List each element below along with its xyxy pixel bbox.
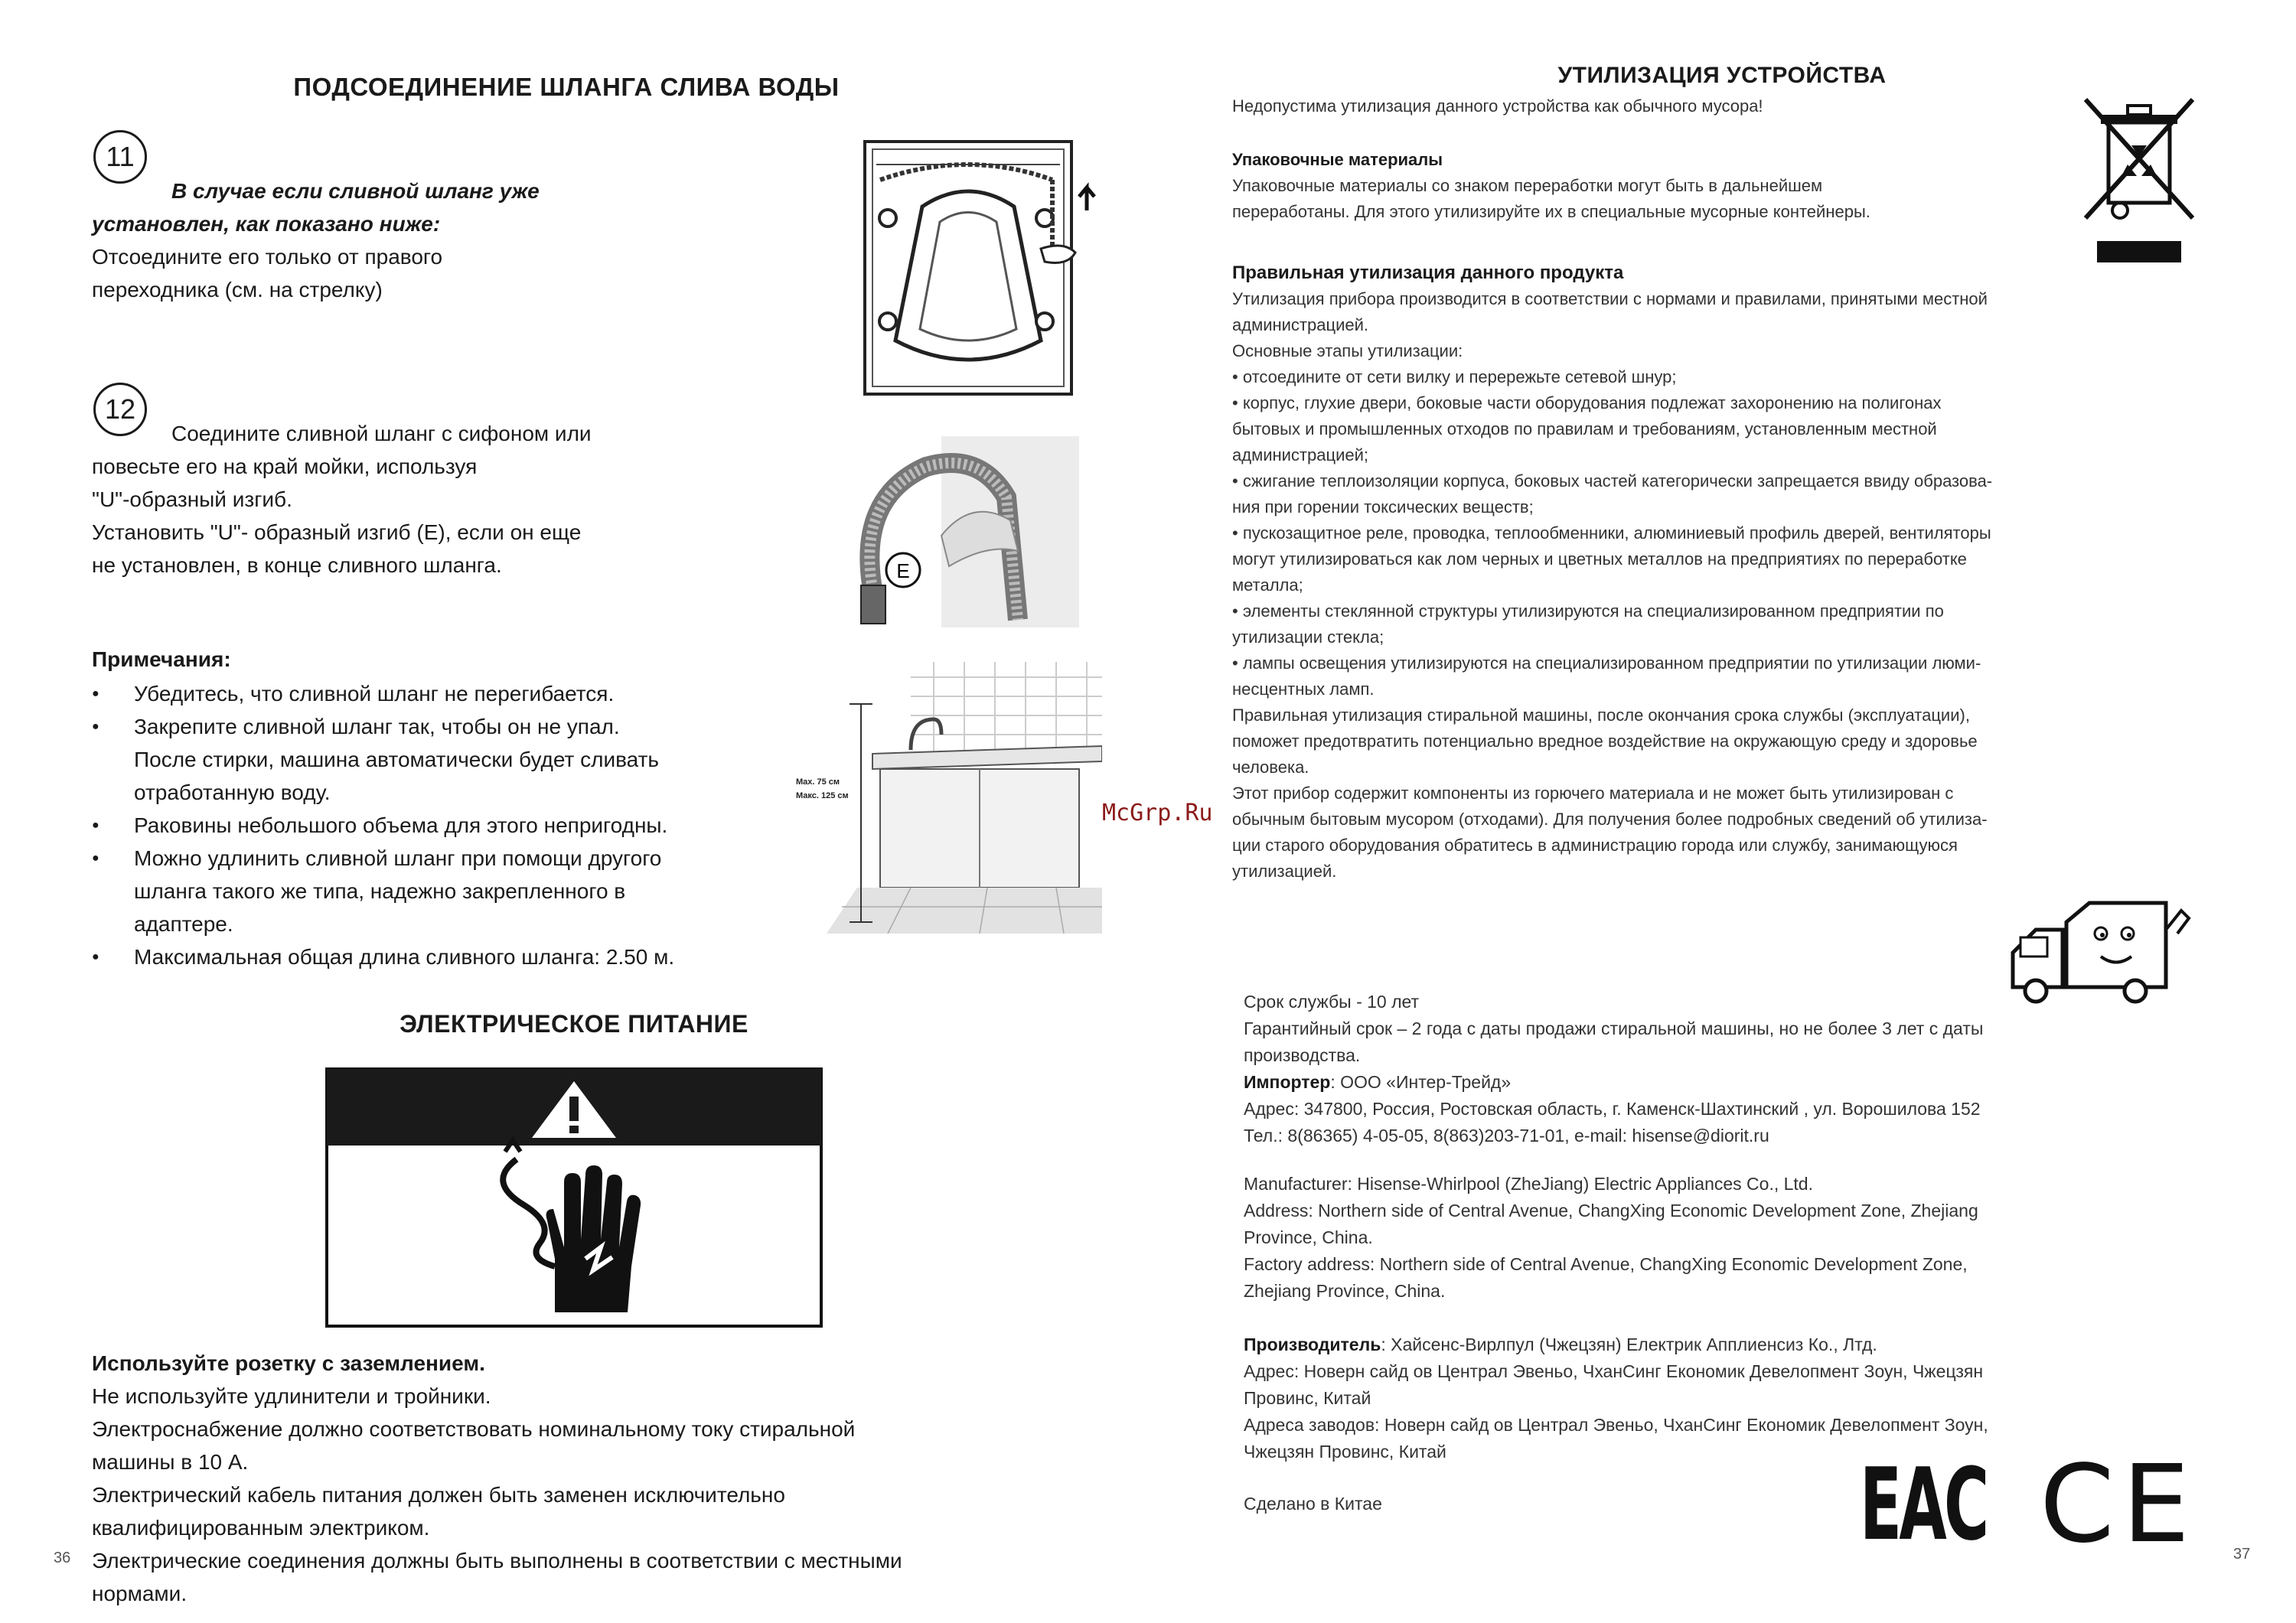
disposal-line: • сжигание теплоизоляции корпуса, боковых частей категорически запрещается ввиду образова- [1232,471,1993,490]
eac-mark: EAC [1860,1446,1987,1563]
sink-height-illustration [796,662,1102,934]
step-11-italic-2: установлен, как показано ниже: [92,212,441,236]
note-item: ● Убедитесь, что сливной шланг не перегибается. [134,677,842,710]
power-line: Не используйте удлинители и тройники. [92,1384,491,1408]
disposal-line: могут утилизироваться как лом черных и цветных металлов на предприятиях по переработке [1232,549,1967,569]
disposal-line: поможет предотвратить потенциально вредное воздействие на окружающую среду и здоровье [1232,732,1978,751]
disposal-line: несцентных ламп. [1232,680,1375,699]
power-line: Электроснабжение должно соответствовать номинальному току стиральной [92,1417,856,1441]
disposal-title: УТИЛИЗАЦИЯ УСТРОЙСТВА [1557,63,1887,88]
power-line: Электрический кабель питания должен быть заменен исключительно [92,1483,785,1507]
made-in: Сделано в Китае [1244,1494,1382,1514]
step-12-line-1: Соедините сливной шланг с сифоном или [171,422,592,445]
warranty-line-2: производства. [1244,1045,1361,1065]
service-info [1244,989,2200,1149]
disposal-line: Правильная утилизация стиральной машины, после окончания срока службы (эксплуатации), [1232,706,1970,725]
manufacturer-en-factory-1: Factory address: Northern side of Central Avenue, ChangXing Economic Development Zone, [1244,1254,1968,1274]
ce-mark: CE [2040,1442,2198,1567]
page-number-right: 37 [2233,1546,2251,1563]
power-text [92,1347,1087,1610]
disposal-line: • отсоедините от сети вилку и перережьте сетевой шнур; [1232,367,1677,386]
producer-factory-2: Чжецзян Провинс, Китай [1244,1442,1446,1462]
note-item: ● Можно удлинить сливной шланг при помощи другого шланга такого же типа, надежно закрепленного в адаптере. [134,842,842,940]
disposal-intro: Недопустима утилизация данного устройства как обычного мусора! [1232,96,1763,116]
drain-section-title: ПОДСОЕДИНЕНИЕ ШЛАНГА СЛИВА ВОДЫ [293,73,840,101]
disposal-line: Утилизация прибора производится в соответствии с нормами и правилами, принятыми местной [1232,289,1988,308]
step-12-text [92,417,781,582]
e-label: E [896,559,910,582]
note-item: ● Закрепите сливной шланг так, чтобы он не упал. После стирки, машина автоматически будет сливать отработанную воду. [134,710,842,809]
step-12-line-3: "U"-образный изгиб. [92,487,292,511]
sink-min-label: Макс. 125 см [796,791,849,800]
disposal-line: • элементы стеклянной структуры утилизируются на специализированном предприятии по [1232,601,1944,621]
disposal-line: ния при горении токсических веществ; [1232,497,1534,517]
service-life: Срок службы - 10 лет [1244,992,1420,1012]
power-line: нормами. [92,1582,188,1605]
producer-line [1244,1331,2200,1358]
producer-factory-1: Адреса заводов: Новерн сайд ов Централ Эвеньо, ЧханСинг Економик Девелопмент Зоун, [1244,1415,1988,1435]
manufacturer-en-address-2: Province, China. [1244,1227,1373,1247]
disposal-line: человека. [1232,758,1309,777]
packaging-title: Упаковочные материалы [1232,150,1443,169]
electric-shock-warning [325,1067,823,1328]
manufacturer-en-factory-2: Zhejiang Province, China. [1244,1281,1446,1301]
disposal-line: обычным бытовым мусором (отходами). Для получения более подробных сведений об утилиза- [1232,810,1988,829]
power-line: машины в 10 А. [92,1450,249,1474]
disposal-line: • пускозащитное реле, проводка, теплообменники, алюминиевый профиль дверей, вентиляторы [1232,523,1991,543]
disposal-line: • корпус, глухие двери, боковые части оборудования подлежат захоронению на полигонах [1232,393,1942,412]
importer-address: Адрес: 347800, Россия, Ростовская область, г. Каменск-Шахтинский , ул. Ворошилова 152 [1244,1099,1981,1119]
notes-list [92,677,842,973]
power-section-title: ЭЛЕКТРИЧЕСКОЕ ПИТАНИЕ [400,1010,748,1038]
disposal-line: • лампы освещения утилизируются на специализированном предприятии по утилизации люми- [1232,653,1981,673]
producer-value: : Хайсенс-Вирлпул (Чжецзян) Електрик Апплиенсиз Ко., Лтд. [1381,1335,1877,1354]
power-line: Электрические соединения должны быть выполнены в соответствии с местными [92,1549,902,1572]
disposal-line: ции старого оборудования обратитесь в администрацию города или службу, занимающуюся [1232,836,1958,855]
crossed-bin-icon [2074,92,2204,268]
watermark: McGrp.Ru [1102,800,1213,826]
drain-hose-u-bend-illustration [827,436,1079,627]
proper-disposal-title: Правильная утилизация данного продукта [1232,262,1624,283]
warranty-line-1: Гарантийный срок – 2 года с даты продажи стиральной машины, но не более 3 лет с даты [1244,1018,1984,1038]
producer-address-2: Провинс, Китай [1244,1388,1371,1408]
step-11-italic-1: В случае если сливной шланг уже [171,179,540,203]
disposal-line: утилизации стекла; [1232,627,1384,647]
step-12-line-5: не установлен, в конце сливного шланга. [92,553,502,577]
step-11-line-1: Отсоедините его только от правого [92,245,443,269]
importer-label: Импортер [1244,1072,1331,1092]
manufacturer-en [1244,1171,2200,1305]
manufacturer-en-address-1: Address: Northern side of Central Avenue, ChangXing Economic Development Zone, Zhejiang [1244,1201,1978,1221]
sink-max-label: Max. 75 см [796,777,840,787]
page-number-left: 36 [54,1550,71,1566]
manufacturer-en-name: Manufacturer: Hisense-Whirlpool (ZheJiang) Electric Appliances Co., Ltd. [1244,1174,1813,1194]
step-12-line-4: Установить "U"- образный изгиб (E), если он еще [92,520,582,544]
disposal-line: Основные этапы утилизации: [1232,341,1463,360]
step-11-text [92,174,781,306]
disposal-line: утилизацией. [1232,862,1337,881]
disposal-line: металла; [1232,575,1303,595]
packaging-line-1: Упаковочные материалы со знаком переработки могут быть в дальнейшем [1232,176,1823,195]
packaging-line-2: переработаны. Для этого утилизируйте их в специальные мусорные контейнеры. [1232,202,1870,221]
step-11-number: 11 [93,130,147,184]
step-11-line-2: переходника (см. на стрелку) [92,278,383,301]
producer-label: Производитель [1244,1335,1381,1354]
disposal-line: бытовых и промышленных отходов по правилам и требованиям, установленным местной [1232,419,1937,438]
step-12-line-2: повесьте его на край мойки, используя [92,455,478,478]
grounded-outlet-warning: Используйте розетку с заземлением. [92,1351,485,1375]
importer-line [1244,1069,2200,1096]
importer-phone: Тел.: 8(86365) 4-05-05, 8(863)203-71-01, e-mail: hisense@diorit.ru [1244,1126,1769,1146]
step-12-number: 12 [93,383,147,436]
washing-machine-back-illustration [850,134,1110,406]
note-item: ● Максимальная общая длина сливного шланга: 2.50 м. [134,940,842,973]
disposal-line: администрацией. [1232,315,1368,334]
proper-disposal-section [1232,260,2235,885]
power-line: квалифицированным электриком. [92,1516,430,1540]
producer-address-1: Адрес: Новерн сайд ов Централ Эвеньо, ЧханСинг Економик Девелопмент Зоун, Чжецзян [1244,1361,1984,1381]
notes-title: Примечания: [92,647,231,671]
importer-value: : ООО «Интер-Трейд» [1330,1072,1512,1092]
disposal-line: Этот прибор содержит компоненты из горючего материала и не может быть утилизирован с [1232,784,1954,803]
packaging-section [1232,147,2074,225]
note-item: ● Раковины небольшого объема для этого непригодны. [134,809,842,842]
disposal-line: администрацией; [1232,445,1368,464]
